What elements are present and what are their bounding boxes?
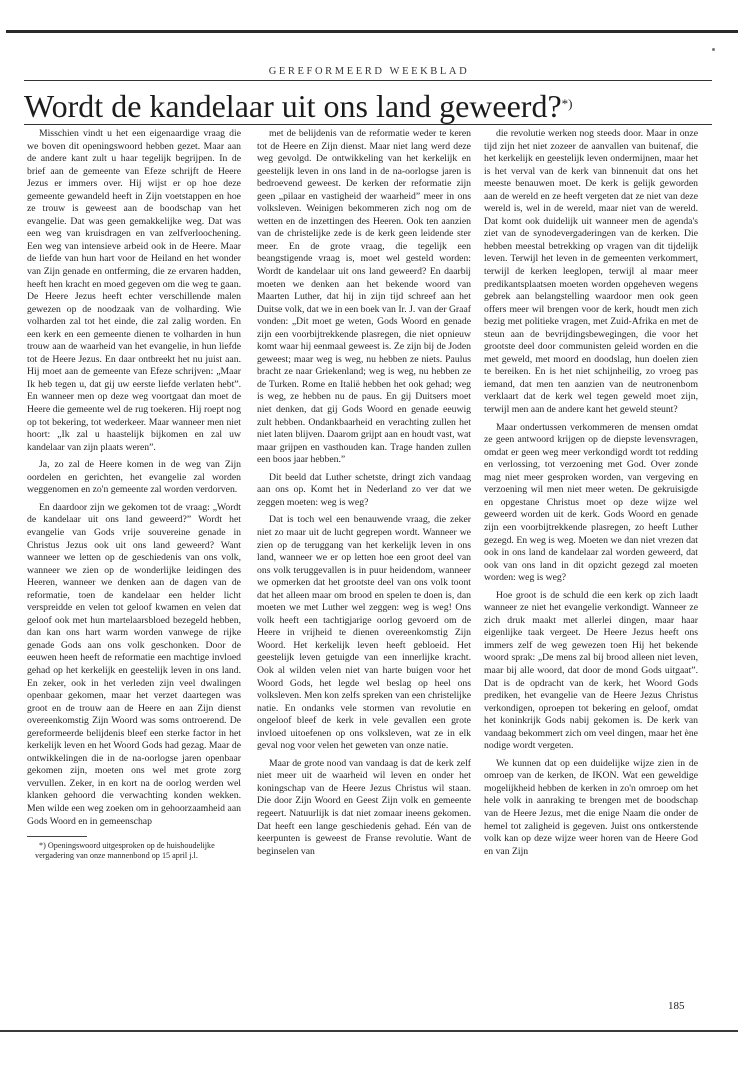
running-header: GEREFORMEERD WEEKBLAD [268,66,470,77]
paragraph: die revolutie werken nog steeds door. Maar in onze tijd zijn het niet zozeer de aanvallen van buitenaf, die het kerkelijk en geestelijk leven ondermijnen, maar het is het verval van de kerk van binnenuit dat ons het meeste benauwen moet. De kerk is gelijk geworden aan de wereld en ze heeft vergeten dat ze niet van deze wereld is, wel in de wereld, maar niet van de wereld. Dat komt ook duidelijk uit wanneer men de agenda's ziet van de synodevergaderingen van de kerken. Die hebben meestal betrekking op vragen van dit tijdelijk leven. Terwijl het leven in de gemeenten verkommert, terwijl de kerken leeglopen, terwijl al maar meer predikantsplaatsen moeten worden opgeheven wegens gebrek aan belangstelling waardoor men ook geen offers meer wil brengen voor de kerk, houdt men zich bezig met politieke vragen, met Zuid-Afrika en met de steun aan de bevrijdingsbewegingen, die voor het grootste deel door communisten geleid worden en die met geweld, met moord en doodslag, hun doelen zien te bereiken. En is het niet schijnheilig, zo vroeg pas iemand, dat men ten aanzien van de neutronenbom verklaart dat de kerk wel tegen geweld moet zijn, terwijl men aan de andere kant het geweld steunt? [484,128,698,416]
scan-border-line [6,30,738,33]
paragraph: Ja, zo zal de Heere komen in de weg van Zijn oordelen en gerichten, het evangelie zal worden weggenomen en zo'n gemeente zal worden verdorven. [27,459,241,496]
column-3 [484,128,698,863]
page-number: 185 [668,1000,685,1012]
footnote [27,841,241,861]
footnote-mark: *) [39,841,46,851]
scan-speck [712,48,715,51]
paragraph: Misschien vindt u het een eigenaardige vraag die we boven dit openingswoord hebben gezet. Maar aan de andere kant zult u haar tegelijk begrijpen. In de brief aan de gemeente van Efeze schrijft de Heere Jezus er immers over. Hij wijst er op hoe deze gemeente gewandeld heeft in Zijn voetstappen en hoe ze trouw is geweest aan de boodschap van het evangelie. Dat was geen gemakkelijke weg. Dat was een weg van kruisdragen en van zelfverloochening. Een weg van intensieve arbeid ook in de Heere. Maar de liefde van hun hart voor de Heiland en het wonder van Zijn genade en ontferming, die ze ervaren hadden, heeft hen kracht en moed gegeven om die weg te gaan. De Heere Jezus heeft echter verschillende malen gewezen op de noodzaak van de volharding. Wie volharden zal tot het einde, die zal zalig worden. En een kerk en een gemeente dienen te volharden in hun trouw aan de waarheid van het evangelie, in hun liefde tot de Heere Jezus. En daar ontbreekt het nu juist aan. Hij moet aan de gemeente van Efeze schrijven: „Maar Ik heb tegen u, dat gij uw eerste liefde verlaten hebt”. En wanneer men op deze weg voortgaat dan moet de Heere die gemeente wel de rug toekeren. Hij roept nog op tot bekering, tot wederkeer. Maar wanneer men niet hoort: „Ik zal u haastelijk bijkomen en zal uw kandelaar van zijn plaats weren”. [27,128,241,453]
paragraph: met de belijdenis van de reformatie weder te keren tot de Heere en Zijn dienst. Maar niet lang werd deze weg gevolgd. De ontwikkeling van het kerkelijk en geestelijk leven in ons land in de na-oorlogse jaren is bedroevend geweest. De kerken der reformatie zijn geen „pilaar en vastigheid der waarheid” meer in ons volksleven. Weinigen bekommeren zich nog om de wetten en de inzettingen des Heeren. Ook ten aanzien van de christelijke zede is de kerk geen leidende ster meer. En de grote vraag, die tegelijk een beangstigende vraag is, moet wel gesteld worden: Wordt de kandelaar uit ons land geweerd? En daarbij moeten we denken aan het bekende woord van Maarten Luther, dat hij in zijn tijd schreef aan het Duitse volk, dat we in een boek van Ir. J. van der Graaf vonden: „Dit moet ge weten, Gods Woord en genade zijn een voorbijtrekkende plasregen, die niet opnieuw komt waar hij eenmaal geweest is. Ze zijn bij de Joden geweest; maar weg is weg, nu hebben ze niets. Paulus bracht ze naar Griekenland; weg is weg, nu hebben ze de Turken. Rome en Italië hebben het ook gehad; weg is weg, ze hebben nu de paus. En gij Duitsers moet niet denken, dat gij Gods Woord en genade eeuwig zult hebben. Ondankbaarheid en verachting zullen het niet laten blijven. Daarom grijpt aan en houdt vast, wat maar grijpen en vasthouden kan. Trage handen zullen een boos jaar hebben.” [257,128,471,466]
paragraph: Maar de grote nood van vandaag is dat de kerk zelf niet meer uit de waarheid wil leven en onder het koningschap van de Heere Jezus Christus wil staan. Die door Zijn Woord en Geest Zijn volk en gemeente regeert. Natuurlijk is dat niet zomaar ineens gekomen. Dat heeft een lange geschiedenis gehad. Eén van de keerpunten is geweest de Franse revolutie. Want de beginselen van [257,757,471,857]
paragraph: En daardoor zijn we gekomen tot de vraag: „Wordt de kandelaar uit ons land geweerd?” Wordt het evangelie van Gods vrije souvereine genade in Christus Jezus ook uit ons land geweerd? Want wanneer we letten op de geschiedenis van ons volk, wanneer we zien op de wonderlijke leidingen des Heeren, wanneer we denken aan de dagen van de reformatie, toen de kandelaar een helder licht verspreidde en velen tot geloof kwamen en velen dat geloof ook met hun martelaarsbloed bezegeld hebben, dan kan ons hart warm worden vanwege de rijke genade Gods aan ons volk geschonken. Door de eeuwen heen heeft de reformatie een machtige invloed gehad op het kerkelijk en geestelijk leven in ons land. En zeker, ook in het verleden zijn veel dwalingen openbaar gekomen, maar het verzet daartegen was groot en de trouw aan de Heere en aan Zijn dienst overeenkomstig Zijn Woord was soms ontroerend. De gereformeerde belijdenis bleef een sterke factor in het kerkelijk leven en het Woord Gods had gezag. Maar de ontwikkelingen die in de na-oorlogse jaren openbaar gekomen zijn, moeten ons wel met grote zorg vervullen. Zeker, in en kort na de oorlog werden wel klanken gehoord die verwachting konden wekken. Men wilde een weg zoeken om in gehoorzaamheid aan Gods Woord en in gemeenschap [27,501,241,827]
paragraph: Dat is toch wel een benauwende vraag, die zeker niet zo maar uit de lucht gegrepen wordt. Wanneer we zien op de teruggang van het kerkelijk leven in ons land, wanneer we er op letten hoe een groot deel van ons volk teruggevallen is in puur heidendom, wanneer we opmerken dat het grootste deel van ons volk toont dat het alleen maar om brood en spelen te doen is, dan moeten we met Luther wel zeggen: weg is weg! Ons volk heeft een tachtigjarige oorlog gevoerd om de Heere in vrijheid te dienen overeenkomstig Zijn Woord. Het kerkelijk leven heeft gebloeid. Het geestelijk leven getuigde van een innerlijke kracht. Ook al wilden velen niet van harte buigen voor het Woord Gods, het legde wel beslag op heel ons volksleven. Men kon zelfs spreken van een christelijke natie. En ondanks vele stormen van revolutie en ongeloof bleef de kerk in vele gevallen een grote invloed uitoefenen op ons volksleven, wat ze in elk geval nog voor velen het geweten van onze natie. [257,514,471,752]
scan-bottom-line [0,1030,738,1032]
article-title [24,86,714,126]
title-footnote-mark: *) [561,96,573,111]
paragraph: We kunnen dat op een duidelijke wijze zien in de omroep van de kerken, de IKON. Wat een geweldige mogelijkheid hebben de kerken in zo'n omroep om het hele volk in aanraking te brengen met de boodschap van de Heere Jezus, met die enige Naam die onder de hemel tot zaligheid is gegeven. Juist ons ontkerstende volk kan op deze wijze weer horen van de Heere God en van Zijn [484,757,698,857]
column-2 [257,128,471,863]
article-title-text: Wordt de kandelaar uit ons land geweerd? [24,88,562,124]
paragraph: Maar ondertussen verkommeren de mensen omdat ze geen antwoord krijgen op de diepste levensvragen, omdat er geen weg meer verkondigd wordt tot redding en verlossing, tot verzoening met God. Over zonde mag niet meer gesproken worden, van vergeving en verzoening wil men niet meer weten. De gekruisigde en opgestane Christus moet op deze wijze wel geweerd worden uit de kerk. Gods Woord en genade zijn een voorbijtrekkende plasregen, zo heeft Luther gezegd. En weg is weg. Moeten we dan niet vrezen dat ook in ons land de kandelaar zal worden geweerd, dat ook van ons land in dit opzicht gezegd zal moeten worden: weg is weg? [484,421,698,584]
footnote-rule [27,836,87,837]
paragraph: Hoe groot is de schuld die een kerk op zich laadt wanneer ze niet het evangelie verkondigt. Wanneer ze zich druk maakt met allerlei dingen, maar haar eigenlijke taak vergeet. De Heere Jezus heeft ons immers zelf de weg gewezen toen Hij het bekende woord sprak: „De mens zal bij brood alleen niet leven, maar bij alle woord, dat door de mond Gods uitgaat”. Dat is de opdracht van de kerk, het Woord Gods prediken, het evangelie van de Heere Jezus Christus verkondigen, oproepen tot bekering en geloof, omdat het koninkrijk Gods nabij gekomen is. De kerk van vandaag bekommert zich om veel dingen, maar het ène nodige wordt vergeten. [484,589,698,752]
header-rule [24,80,712,81]
paragraph: Dit beeld dat Luther schetste, dringt zich vandaag aan ons op. Komt het in Nederland zo ver dat we zeggen moeten: weg is weg? [257,471,471,508]
title-rule [24,124,712,125]
footnote-text: Openingswoord uitgesproken op de huishoudelijke vergadering van onze mannenbond op 15 april j.l. [35,841,215,861]
column-1 [27,128,241,866]
